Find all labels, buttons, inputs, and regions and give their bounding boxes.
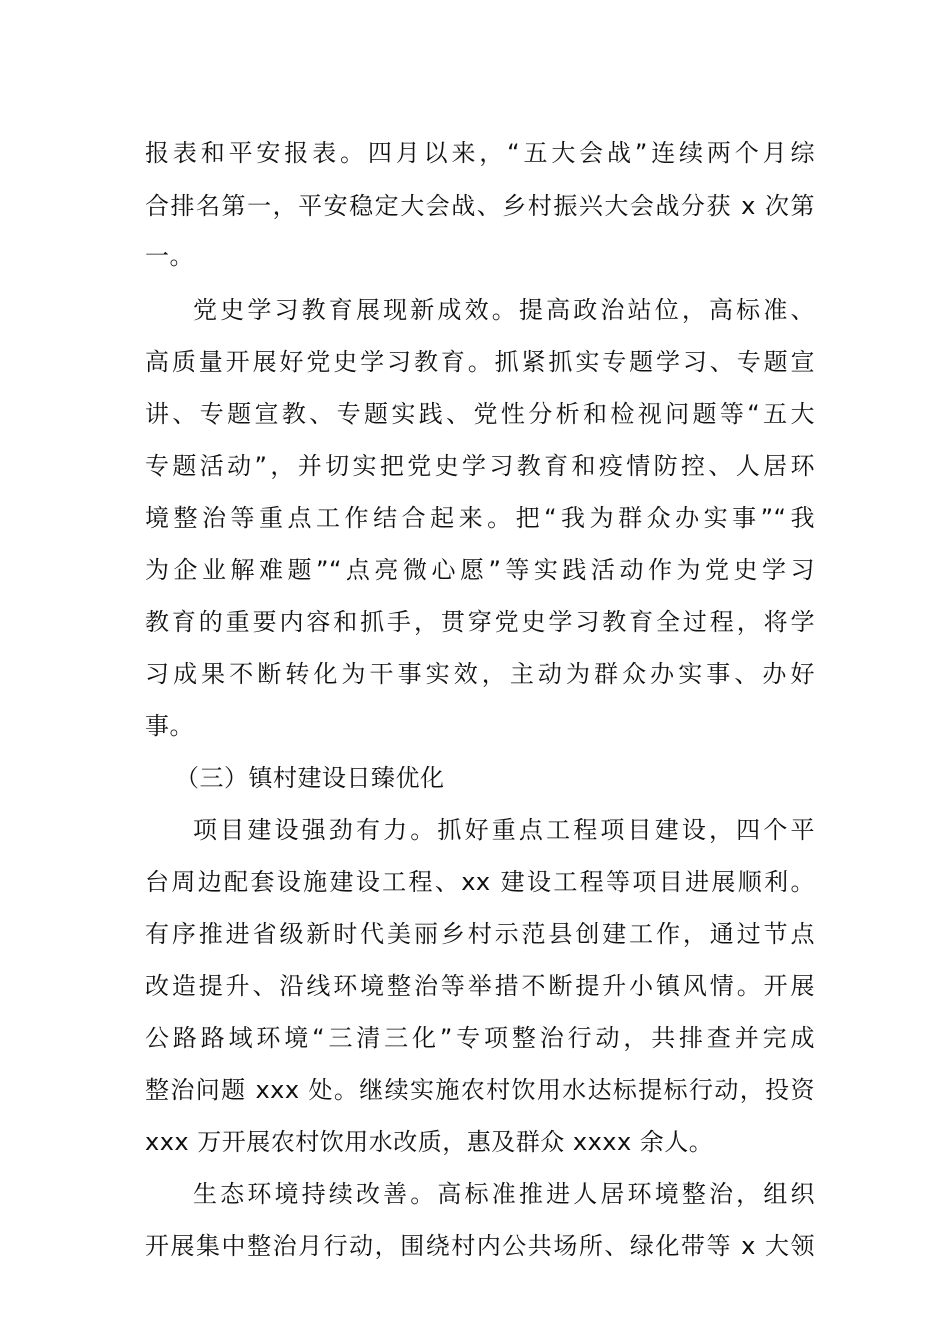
section-heading: （三）镇村建设日臻优化 xyxy=(175,764,445,792)
text-line: 报表和平安报表。四月以来，“五大会战”连续两个月综 xyxy=(145,139,815,167)
paragraph-first-line: 项目建设强劲有力。抓好重点工程项目建设，四个平 xyxy=(193,816,815,844)
text-line: 教育的重要内容和抓手，贯穿党史学习教育全过程，将学 xyxy=(145,608,815,636)
text-line: 一。 xyxy=(145,242,194,270)
text-line: 讲、专题宣教、专题实践、党性分析和检视问题等“五大 xyxy=(145,400,815,428)
text-line: 境整治等重点工作结合起来。把“我为群众办实事”“我 xyxy=(145,504,815,532)
text-line: 合排名第一，平安稳定大会战、乡村振兴大会战分获 x 次第 xyxy=(145,192,815,220)
text-line: 为企业解难题”“点亮微心愿”等实践活动作为党史学习 xyxy=(145,556,815,584)
text-line: xxx 万开展农村饮用水改质，惠及群众 xxxx 余人。 xyxy=(145,1128,714,1156)
paragraph-first-line: 党史学习教育展现新成效。提高政治站位，高标准、 xyxy=(193,296,815,324)
text-line: 专题活动”，并切实把党史学习教育和疫情防控、人居环 xyxy=(145,452,815,480)
paragraph-first-line: 生态环境持续改善。高标准推进人居环境整治，组织 xyxy=(193,1180,815,1208)
text-line: 事。 xyxy=(145,712,194,740)
text-line: 开展集中整治月行动，围绕村内公共场所、绿化带等 x 大领 xyxy=(145,1232,815,1260)
text-line: 有序推进省级新时代美丽乡村示范县创建工作，通过节点 xyxy=(145,920,815,948)
text-line: 整治问题 xxx 处。继续实施农村饮用水达标提标行动，投资 xyxy=(145,1076,815,1104)
text-line: 公路路域环境“三清三化”专项整治行动，共排查并完成 xyxy=(145,1024,815,1052)
text-line: 台周边配套设施建设工程、xx 建设工程等项目进展顺利。 xyxy=(145,868,815,896)
text-line: 改造提升、沿线环境整治等举措不断提升小镇风情。开展 xyxy=(145,972,815,1000)
text-line: 高质量开展好党史学习教育。抓紧抓实专题学习、专题宣 xyxy=(145,348,815,376)
text-line: 习成果不断转化为干事实效，主动为群众办实事、办好 xyxy=(145,660,815,688)
